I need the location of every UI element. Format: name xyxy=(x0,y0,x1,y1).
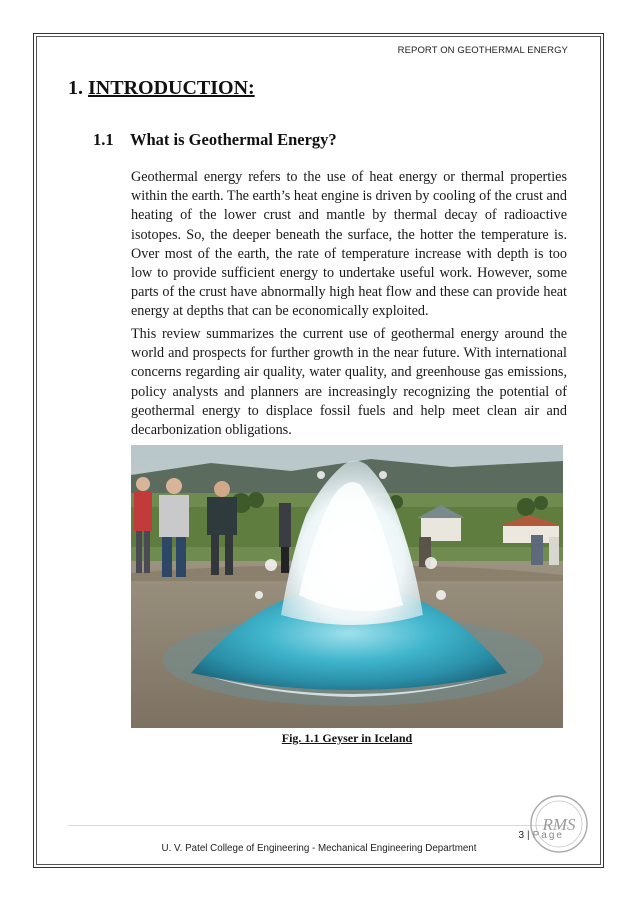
section-title: What is Geothermal Energy? xyxy=(130,130,337,149)
page-number-value: 3 xyxy=(518,830,525,841)
footer-divider xyxy=(68,825,568,826)
svg-text:RMS: RMS xyxy=(542,815,576,834)
running-header: REPORT ON GEOTHERMAL ENERGY xyxy=(397,45,568,56)
section-number: 1.1 xyxy=(93,130,114,149)
page-number-separator: | xyxy=(527,830,530,841)
section-heading xyxy=(93,130,337,150)
geyser-photo xyxy=(131,445,563,728)
body-paragraph: This review summarizes the current use of geothermal energy around the world and prospects for further growth in the near future. With international concerns regarding air quality, water quality, and greenhouse gas emissions, policy analysts and planners are increasingly recognizing the potential of geothermal energy to displace fossil fuels and help meet clean air and decarbonization obligations. xyxy=(131,326,567,439)
body-paragraph: Geothermal energy refers to the use of heat energy or thermal properties within the earth. The earth’s heat engine is driven by cooling of the crust and heating of the lower crust and mantle by thermal decay of radioactive isotopes. So, the deeper beneath the surface, the hotter the temperature is. Over most of the earth, the rate of temperature increase with depth is too low to provide sufficient energy to undertake useful work. However, some parts of the crust have abnormally high heat flow and these can provide heat energy at depths that can be economically exploited. xyxy=(131,169,567,320)
page-word: Page xyxy=(532,830,564,841)
chapter-title: INTRODUCTION: xyxy=(88,77,255,99)
chapter-number: 1. xyxy=(68,77,83,99)
footer-institution: U. V. Patel College of Engineering - Mechanical Engineering Department xyxy=(161,843,477,854)
figure-caption: Fig. 1.1 Geyser in Iceland xyxy=(281,731,413,745)
page-number xyxy=(518,830,564,841)
chapter-heading xyxy=(68,77,255,100)
